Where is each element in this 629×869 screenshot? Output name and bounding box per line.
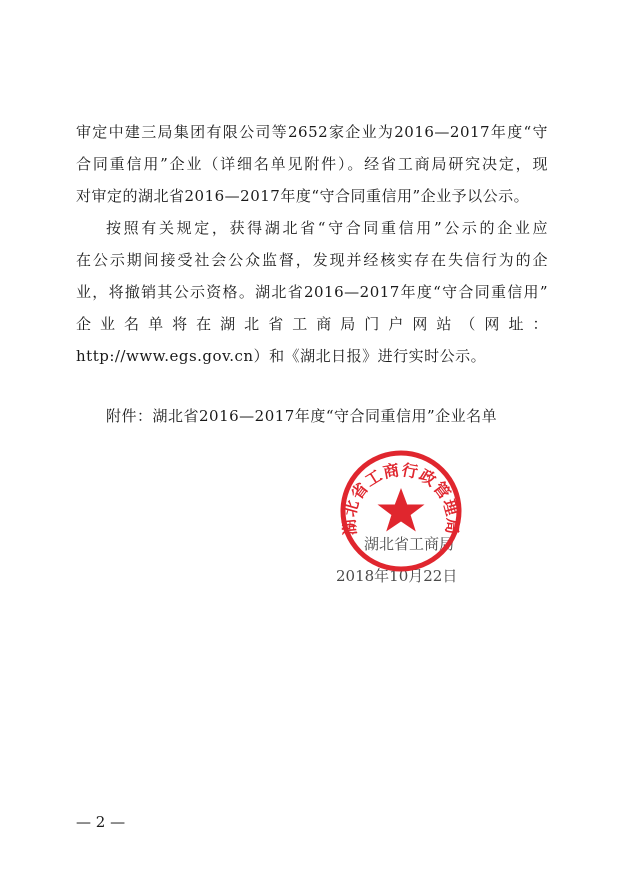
paragraph-1-line-3: 对审定的湖北省2016—2017年度“守合同重信用”企业予以公示。 <box>76 187 530 205</box>
seal-star-icon <box>378 488 425 532</box>
official-seal <box>338 446 464 576</box>
attachment-line: 附件：湖北省2016—2017年度“守合同重信用”企业名单 <box>106 407 498 425</box>
paragraph-2-line-3: 业，将撤销其公示资格。湖北省2016—2017年度“守合同重信用” <box>76 283 548 301</box>
signature-date: 2018年10月22日 <box>336 567 458 585</box>
paragraph-2-line-1: 按照有关规定，获得湖北省“守合同重信用”公示的企业应 <box>106 219 548 237</box>
paragraph-1-line-2: 合同重信用”企业（详细名单见附件）。经省工商局研究决定，现 <box>76 155 548 173</box>
seal-text: 湖北省工商行政管理局 <box>339 460 463 537</box>
page-number: — 2 — <box>76 813 126 831</box>
paragraph-2-line-4: 企业名单将在湖北省工商局门户网站（网址： <box>76 315 548 333</box>
paragraph-2-line-5: http://www.egs.gov.cn）和《湖北日报》进行实时公示。 <box>76 347 487 365</box>
signature-org: 湖北省工商局 <box>364 535 455 553</box>
paragraph-2-line-2: 在公示期间接受社会公众监督，发现并经核实存在失信行为的企 <box>76 251 548 269</box>
paragraph-1-line-1: 审定中建三局集团有限公司等2652家企业为2016—2017年度“守 <box>76 123 548 141</box>
seal-graphic <box>338 446 464 576</box>
